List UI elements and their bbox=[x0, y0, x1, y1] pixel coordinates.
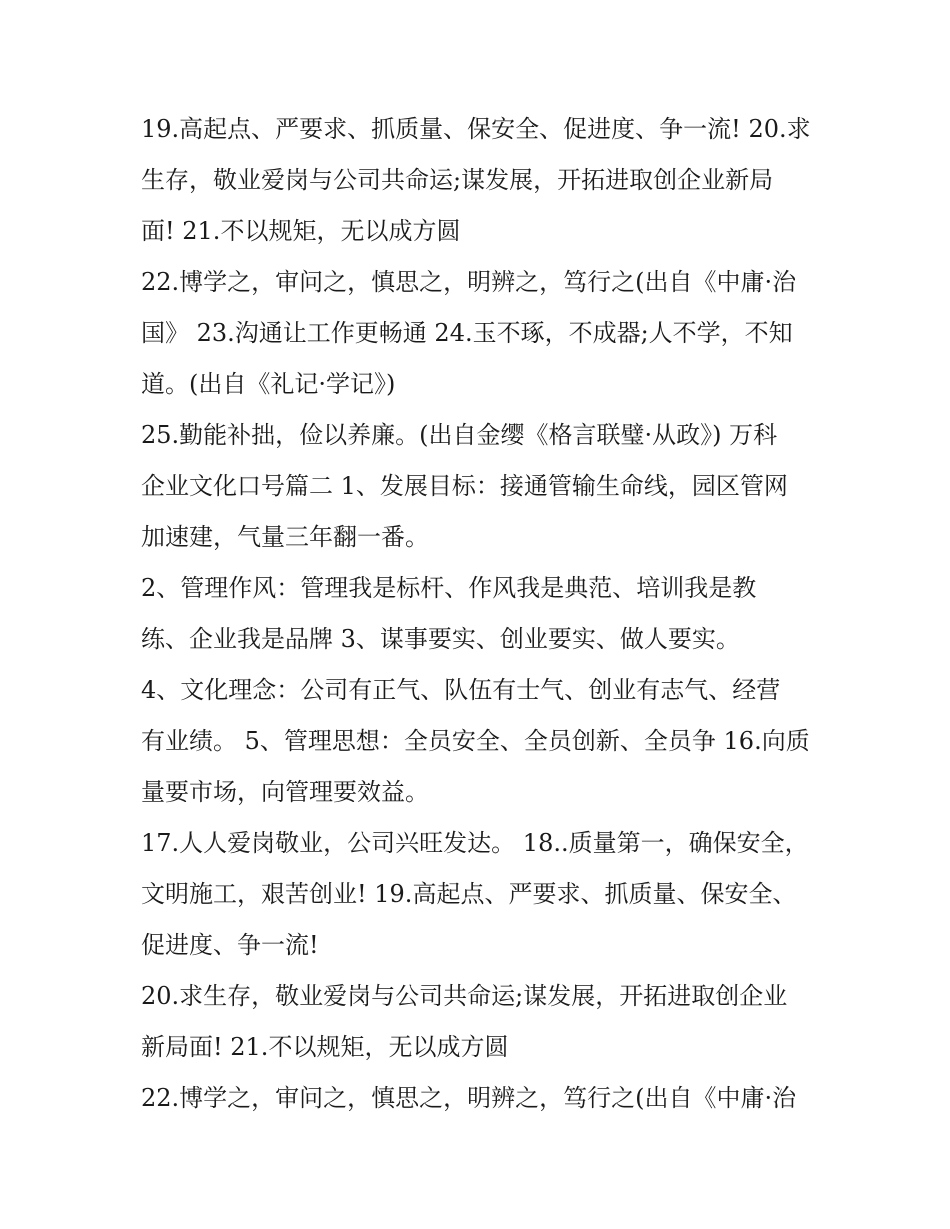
text-line: 企业文化口号篇二 1、发展目标：接通管输生命线，园区管网 bbox=[141, 472, 788, 500]
text-line: 新局面! 21.不以规矩，无以成方圆 bbox=[141, 1033, 509, 1061]
text-line: 面! 21.不以规矩，无以成方圆 bbox=[141, 217, 461, 245]
text-line: 道。(出自《礼记·学记》) bbox=[141, 370, 396, 398]
text-line: 2、管理作风：管理我是标杆、作风我是典范、培训我是教 bbox=[141, 574, 757, 602]
text-line: 练、企业我是品牌 3、谋事要实、创业要实、做人要实。 bbox=[141, 625, 740, 653]
text-line: 22.博学之，审问之，慎思之，明辨之，笃行之(出自《中庸·治 bbox=[141, 268, 797, 296]
text-line: 国》 23.沟通让工作更畅通 24.玉不琢，不成器;人不学，不知 bbox=[141, 319, 793, 347]
text-line: 25.勤能补拙，俭以养廉。(出自金缨《格言联璧·从政》) 万科 bbox=[141, 421, 778, 449]
text-line: 22.博学之，审问之，慎思之，明辨之，笃行之(出自《中庸·治 bbox=[141, 1084, 797, 1112]
text-line: 促进度、争一流! bbox=[141, 931, 319, 959]
text-line: 文明施工，艰苦创业! 19.高起点、严要求、抓质量、保安全、 bbox=[141, 880, 797, 908]
text-line: 生存，敬业爱岗与公司共命运;谋发展，开拓进取创企业新局 bbox=[141, 166, 774, 194]
text-line: 有业绩。 5、管理思想：全员安全、全员创新、全员争 16.向质 bbox=[141, 727, 810, 755]
text-line: 加速建，气量三年翻一番。 bbox=[141, 523, 429, 551]
body-text bbox=[141, 104, 821, 1124]
text-line: 量要市场，向管理要效益。 bbox=[141, 778, 429, 806]
text-line: 19.高起点、严要求、抓质量、保安全、促进度、争一流! 20.求 bbox=[141, 115, 811, 143]
text-line: 20.求生存，敬业爱岗与公司共命运;谋发展，开拓进取创企业 bbox=[141, 982, 788, 1010]
text-line: 4、文化理念：公司有正气、队伍有士气、创业有志气、经营 bbox=[141, 676, 781, 704]
text-line: 17.人人爱岗敬业，公司兴旺发达。 18..质量第一，确保安全， bbox=[141, 829, 809, 857]
